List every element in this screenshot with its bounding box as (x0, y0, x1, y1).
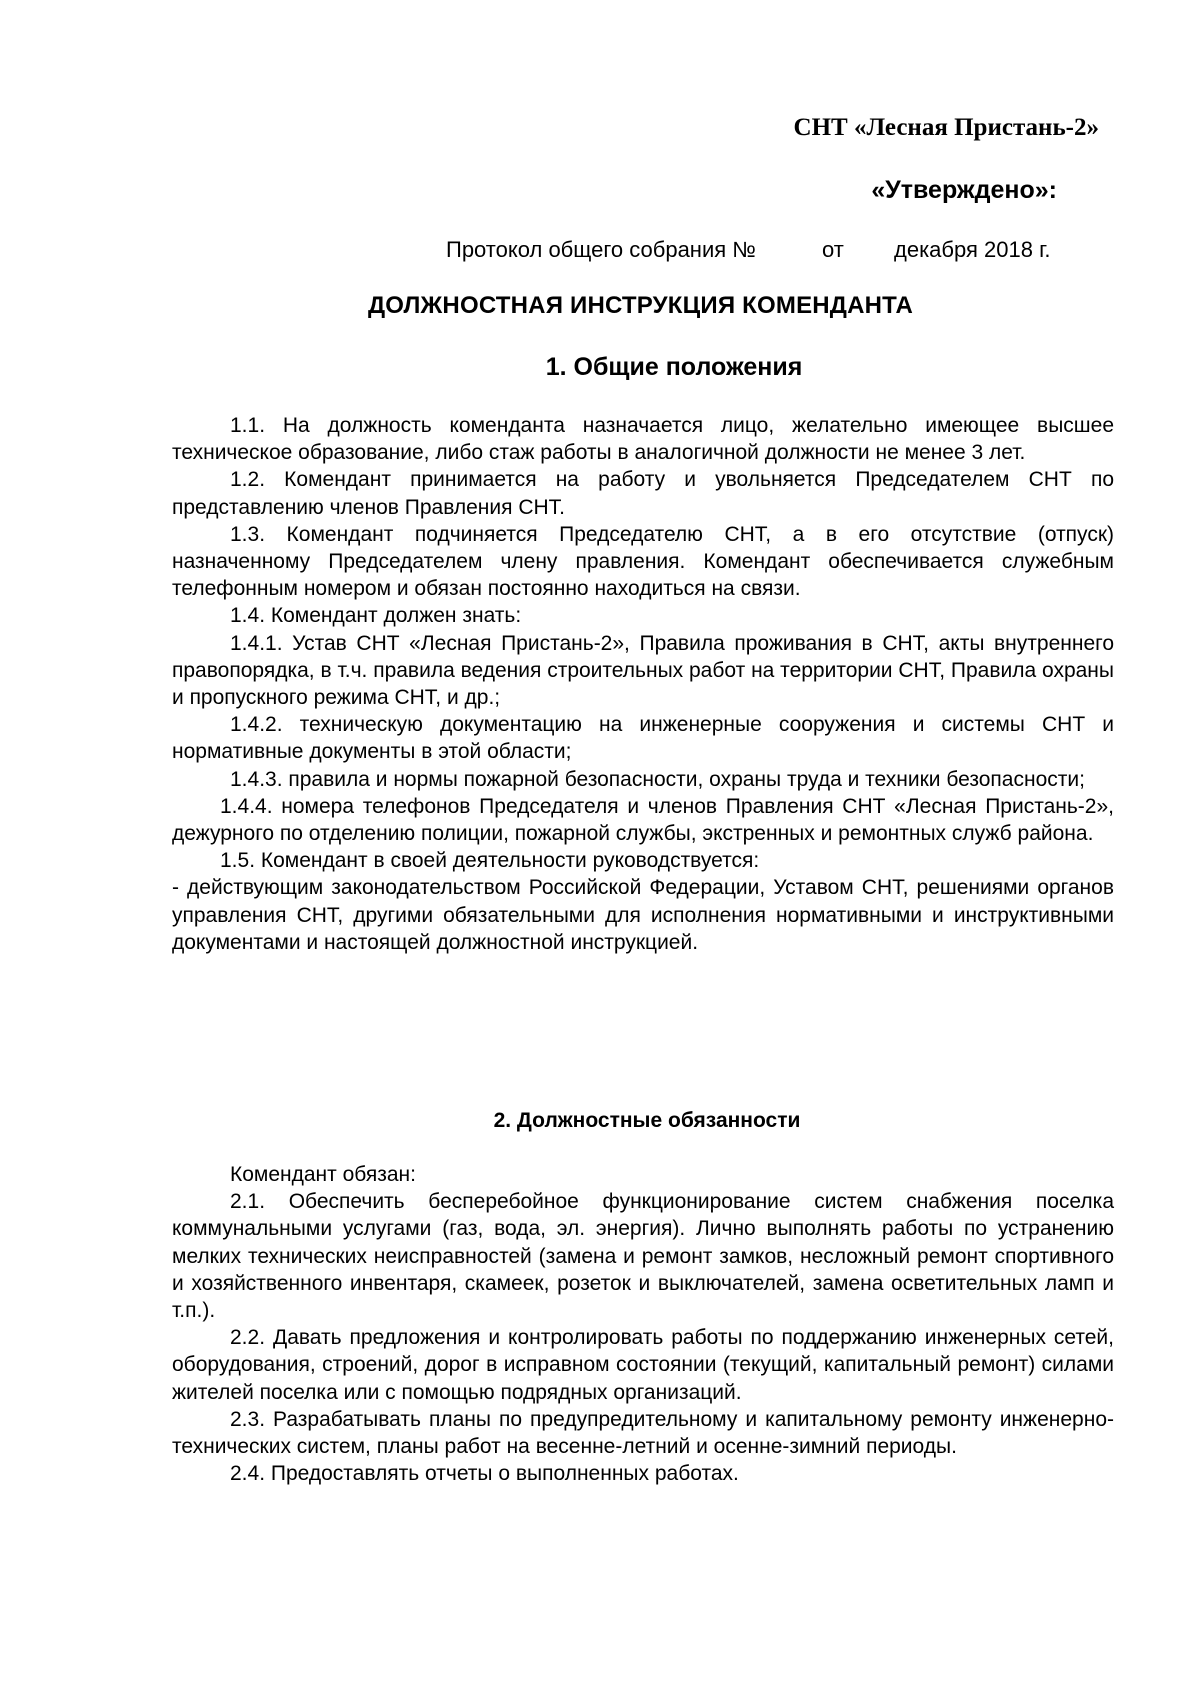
paragraph-2-3: 2.3. Разрабатывать планы по предупредительному и капитальному ремонту инженерно-технических систем, планы работ на весенне-летний и осенне-зимний периоды. (172, 1407, 1114, 1459)
paragraph-1-5-item: - действующим законодательством Российской Федерации, Уставом СНТ, решениями органов управления СНТ, другими обязательными для исполнения нормативными и инструктивными документами и настоящей должностной инструкцией. (172, 876, 1114, 954)
paragraph-2-4: 2.4. Предоставлять отчеты о выполненных работах. (230, 1462, 739, 1486)
section-1-body (172, 412, 1114, 956)
approval-stamp-text: «Утверждено»: (871, 176, 1057, 204)
protocol-date: декабря 2018 г. (894, 237, 1051, 262)
paragraph-2-1: 2.1. Обеспечить бесперебойное функционирование систем снабжения поселка коммунальными услугами (газ, вода, эл. энергия). Лично выполнять работы по устранению мелких технических неисправностей (замена и ремонт замков, несложный ремонт спортивного и хозяйственного инвентаря, скамеек, розеток и выключателей, замена осветительных ламп и т.п.). (172, 1190, 1114, 1323)
paragraph-2-2: 2.2. Давать предложения и контролировать работы по поддержанию инженерных сетей, оборудования, строений, дорог в исправном состоянии (текущий, капитальный ремонт) силами жителей поселка или с помощью подрядных организаций. (172, 1326, 1114, 1404)
protocol-from: от (822, 237, 844, 262)
section-2-heading: 2. Должностные обязанности (493, 1109, 801, 1132)
protocol-label: Протокол общего собрания № (446, 237, 756, 262)
paragraph-1-5: 1.5. Комендант в своей деятельности руководствуется: (220, 849, 760, 873)
section-2-body (172, 1161, 1114, 1487)
paragraph-1-1: 1.1. На должность коменданта назначается лицо, желательно имеющее высшее техническое образование, либо стаж работы в аналогичной должности не менее 3 лет. (172, 414, 1114, 465)
paragraph-1-3: 1.3. Комендант подчиняется Председателю СНТ, а в его отсутствие (отпуск) назначенному Председателем члену правления. Комендант обеспечивается служебным телефонным номером и обязан постоянно находиться на связи. (172, 522, 1114, 601)
paragraph-1-4-3: 1.4.3. правила и нормы пожарной безопасности, охраны труда и техники безопасности; (230, 767, 1085, 791)
paragraph-1-2: 1.2. Комендант принимается на работу и увольняется Председателем СНТ по представлению членов Правления СНТ. (172, 468, 1114, 519)
paragraph-1-4-1: 1.4.1. Устав СНТ «Лесная Пристань-2», Правила проживания в СНТ, акты внутреннего правопорядка, в т.ч. правила ведения строительных работ на территории СНТ, Правила охраны и пропускного режима СНТ, и др.; (172, 631, 1114, 710)
paragraph-1-4: 1.4. Комендант должен знать: (230, 604, 522, 628)
paragraph-1-4-4: 1.4.4. номера телефонов Председателя и членов Правления СНТ «Лесная Пристань-2», дежурного по отделению полиции, пожарной службы, экстренных и ремонтных служб района. (172, 794, 1114, 846)
organization-name: СНТ «Лесная Пристань-2» (793, 114, 1099, 141)
paragraph-2-intro: Комендант обязан: (230, 1163, 416, 1186)
document-title: ДОЛЖНОСТНАЯ ИНСТРУКЦИЯ КОМЕНДАНТА (367, 292, 914, 319)
section-1-heading: 1. Общие положения (545, 353, 803, 381)
paragraph-1-4-2: 1.4.2. техническую документацию на инженерные сооружения и системы СНТ и нормативные документы в этой области; (172, 713, 1114, 764)
